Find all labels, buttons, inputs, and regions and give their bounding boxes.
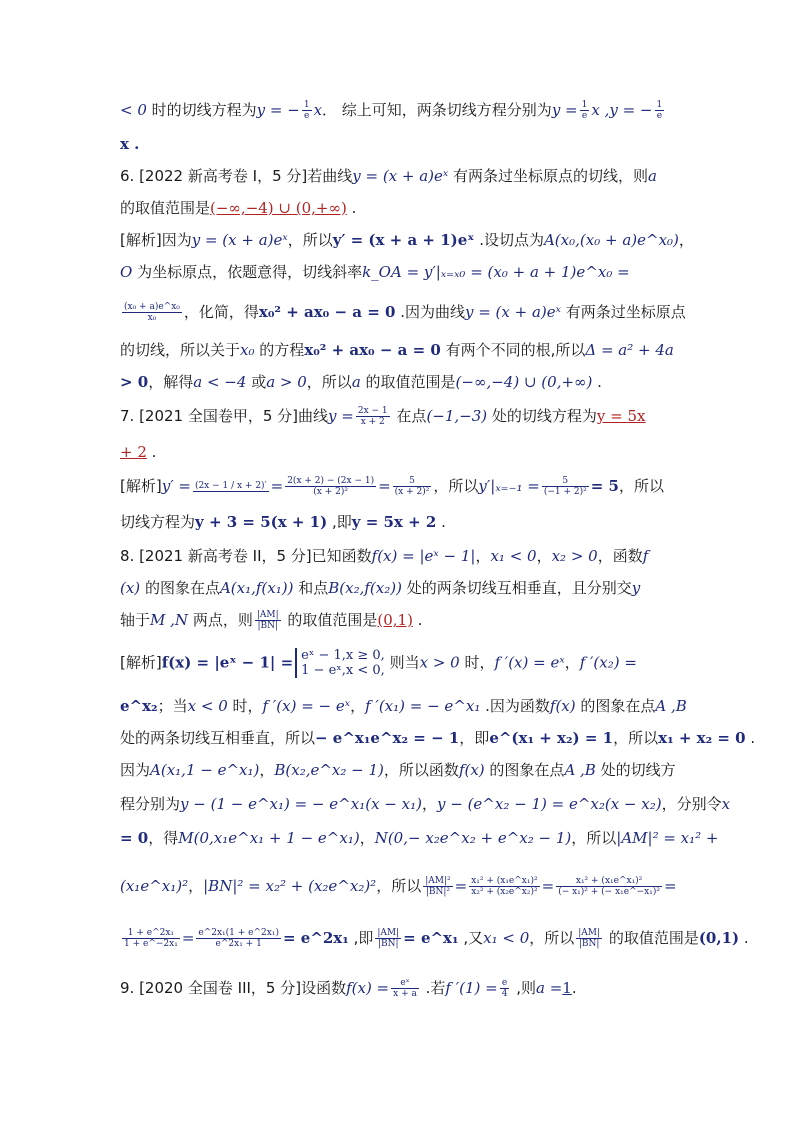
math: < 0	[120, 101, 147, 119]
solution-line: > 0，解得a < −4 或a > 0，所以a 的取值范围是(−∞,−4) ∪ (0,+∞) .	[120, 373, 602, 391]
answer: 1	[562, 979, 572, 997]
fraction: $\frac{\text{eˣ}}{x + a}$	[393, 978, 417, 999]
math: y = −	[256, 101, 300, 119]
solution-line: $\frac{\text{(x₀ + a)e\textasciicircum{}x₀}}{\text{x₀}}$ ，化简，得x₀² + ax₀ − a = 0 .因为曲线y = (x + a)eˣ 有两条过坐标原点	[124, 302, 686, 323]
fraction: (2x − 1 / x + 2)′	[194, 481, 267, 491]
answer: (0,1)	[377, 611, 413, 629]
fraction: $\frac{2x - 1}{x + 2}$	[357, 406, 388, 427]
piecewise-brace: eˣ − 1,x ≥ 0, 1 − eˣ,x < 0,	[295, 648, 385, 678]
problem-7-answer-line: + 2 .	[120, 443, 157, 461]
answer: y = 5x	[596, 407, 646, 425]
solution-line: (x₁e^x₁)²，|BN|² = x₂² + (x₂e^x₂)²，所以 $\frac{\text{|AM|²}}{\text{|BN|²}}$ = $\frac{\text{x₁² + (x₁e\textasciicircum{}x₁)²}}{\text{x₂² + (x₂e\textasciicircum{}x₂)²}}$ = $\frac{\text{x₁² + (x₁e\textasciicircum{}x₁)²}}{\text{(− x₁)² + (− x₁e\textasciicircum{}−x₁)²}}$ =	[120, 876, 677, 897]
text-line	[120, 98, 680, 122]
fraction: $\frac{\text{x₁² + (x₁e\textasciicircum{}x₁)²}}{\text{x₂² + (x₂e\textasciicircum{}x₂)²}}$	[471, 876, 538, 897]
fraction: $\frac{1}{e}$	[303, 100, 310, 121]
solution-line: O 为坐标原点，依题意得，切线斜率k_OA = y′|ₓ₌ₓ₀ = (x₀ + a + 1)e^x₀ =	[120, 263, 630, 281]
fraction: $\frac{e}{4}$	[501, 978, 508, 999]
problem-8-answer-line: 轴于M ,N 两点，则 $\frac{|AM|}{|BN|}$ 的取值范围是(0,1) .	[120, 610, 423, 631]
solution-line: 处的两条切线互相垂直，所以− e^x₁e^x₂ = − 1，即e^(x₁ + x₂) = 1，所以x₁ + x₂ = 0 .	[120, 729, 756, 747]
fraction: $\frac{\text{1 + e\textasciicircum{}2x₁}}{\text{1 + e\textasciicircum{}−2x₁}}$	[124, 928, 178, 949]
text-line	[120, 132, 680, 156]
solution-line: [解析]因为y = (x + a)eˣ，所以y′ = (x + a + 1)eˣ .设切点为A(x₀,(x₀ + a)e^x₀)，	[120, 231, 694, 249]
problem-6-stem: 6. [2022 新高考卷 I，5 分]若曲线y = (x + a)eˣ 有两条过坐标原点的切线，则a	[120, 167, 657, 185]
solution-line: 程分别为y − (1 − e^x₁) = − e^x₁(x − x₁)，y − (e^x₂ − 1) = e^x₂(x − x₂)，分别令x	[120, 795, 731, 813]
text: 时的切线方程为	[146, 101, 257, 119]
problem-8-stem: (x) 的图象在点A(x₁,f(x₁)) 和点B(x₂,f(x₂)) 处的两条切线互相垂直，且分别交y	[120, 579, 641, 597]
math: x .	[120, 135, 140, 153]
solution-line: $\frac{\text{1 + e\textasciicircum{}2x₁}}{\text{1 + e\textasciicircum{}−2x₁}}$ = $\frac{\text{e\textasciicircum{}2x₁(1 + e\textasciicircum{}2x₁)}}{\text{e\textasciicircum{}2x₁ + 1}}$ = e^2x₁ ,即 $\frac{|AM|}{|BN|}$ = e^x₁ ,又x₁ < 0，所以 $\frac{|AM|}{|BN|}$ 的取值范围是(0,1) .	[124, 928, 749, 949]
fraction: $\frac{\text{(x₀ + a)e\textasciicircum{}x₀}}{\text{x₀}}$	[124, 302, 180, 323]
fraction: $\frac{\text{x₁² + (x₁e\textasciicircum{}x₁)²}}{\text{(− x₁)² + (− x₁e\textasciicircum{}−x₁)²}}$	[558, 876, 660, 897]
fraction: $\frac{\text{|AM|²}}{\text{|BN|²}}$	[425, 876, 451, 897]
solution-line: [解析]y′ = (2x − 1 / x + 2)′ = $\frac{2(x + 2) - (2x - 1)}{\text{(x + 2)²}}$ = $\frac{5}{\text{(x + 2)²}}$ ，所以y′|ₓ₌₋₁ = $\frac{5}{\text{(−1 + 2)²}}$ = 5，所以	[120, 476, 664, 497]
solution-line: [解析]f(x) = |eˣ − 1| = eˣ − 1,x ≥ 0, 1 − eˣ,x < 0, 则当x > 0 时，f ′(x) = eˣ，f ′(x₂) =	[120, 648, 637, 678]
fraction: $\frac{2(x + 2) - (2x - 1)}{\text{(x + 2)²}}$	[287, 476, 375, 497]
solution-line: = 0，得M(0,x₁e^x₁ + 1 − e^x₁)，N(0,− x₂e^x₂ + e^x₂ − 1)，所以|AM|² = x₁² +	[120, 829, 719, 847]
fraction: $\frac{|AM|}{|BN|}$	[578, 928, 601, 949]
problem-8-stem: 8. [2021 新高考卷 II，5 分]已知函数f(x) = |eˣ − 1|，x₁ < 0，x₂ > 0，函数f	[120, 547, 649, 565]
fraction: $\frac{5}{\text{(x + 2)²}}$	[394, 476, 430, 497]
answer: + 2	[120, 443, 147, 461]
math: x ,y = −	[591, 101, 653, 119]
solution-line: e^x₂；当x < 0 时，f ′(x) = − eˣ，f ′(x₁) = − e^x₁ .因为函数f(x) 的图象在点A ,B	[120, 697, 687, 715]
fraction: $\frac{|AM|}{|BN|}$	[256, 610, 279, 631]
problem-6-answer-line: 的取值范围是(−∞,−4) ∪ (0,+∞) .	[120, 199, 357, 217]
problem-9-stem: 9. [2020 全国卷 III，5 分]设函数f(x) = $\frac{\text{eˣ}}{x + a}$ .若f ′(1) = $\frac{e}{4}$ ,则a =1.	[120, 978, 577, 999]
fraction: $\frac{\text{e\textasciicircum{}2x₁(1 + e\textasciicircum{}2x₁)}}{\text{e\textasciicircum{}2x₁ + 1}}$	[198, 928, 279, 949]
fraction: $\frac{|AM|}{|BN|}$	[377, 928, 400, 949]
fraction: $\frac{1}{e}$	[581, 100, 588, 121]
fraction: $\frac{5}{\text{(−1 + 2)²}}$	[543, 476, 587, 497]
answer: (−∞,−4) ∪ (0,+∞)	[210, 199, 347, 217]
solution-line: 因为A(x₁,1 − e^x₁)，B(x₂,e^x₂ − 1)，所以函数f(x) 的图象在点A ,B 处的切线方	[120, 761, 676, 779]
math: x	[313, 101, 323, 119]
problem-7-stem: 7. [2021 全国卷甲，5 分]曲线y = $\frac{2x - 1}{x + 2}$ 在点(−1,−3) 处的切线方程为y = 5x	[120, 406, 646, 427]
text: ． 综上可知，两条切线方程分别为	[322, 101, 552, 119]
fraction: $\frac{1}{e}$	[656, 100, 663, 121]
solution-line: 切线方程为y + 3 = 5(x + 1) ,即y = 5x + 2 .	[120, 513, 446, 531]
math: y =	[551, 101, 578, 119]
solution-line: 的切线，所以关于x₀ 的方程x₀² + ax₀ − a = 0 有两个不同的根,所以Δ = a² + 4a	[120, 341, 674, 359]
